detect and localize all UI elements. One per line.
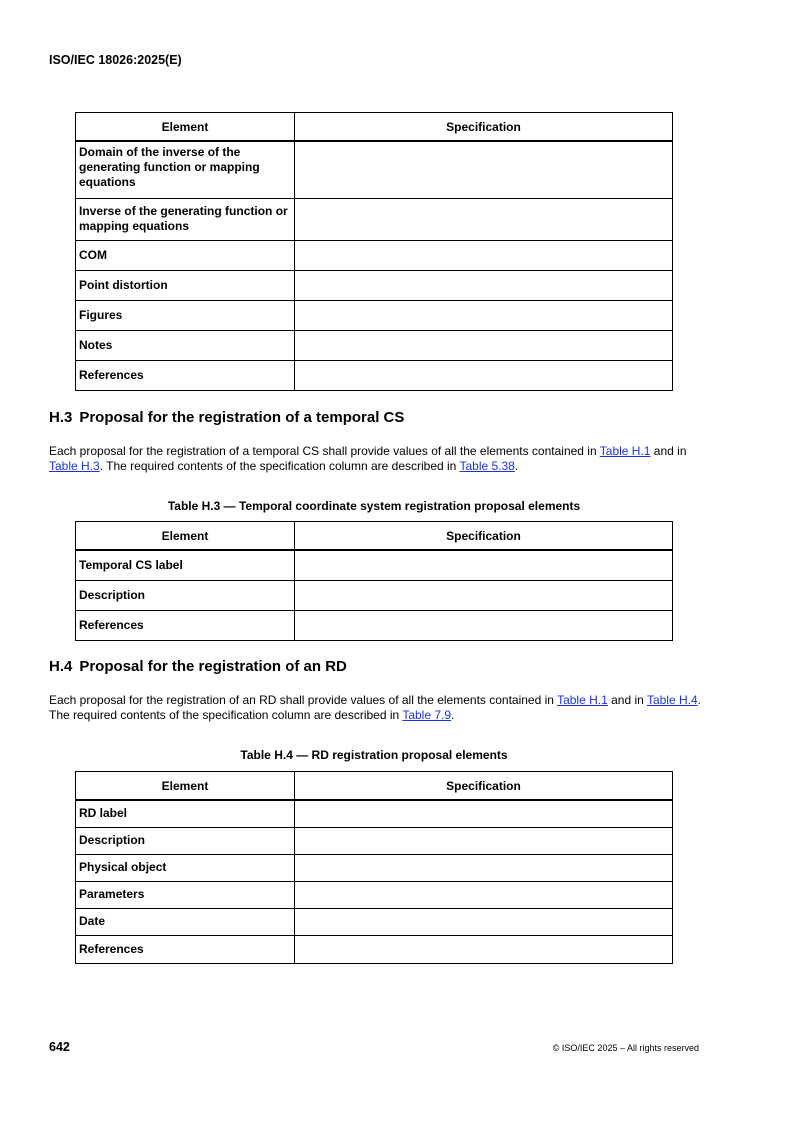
specification-cell [295, 240, 673, 270]
specification-cell [295, 881, 673, 908]
element-cell: Description [76, 827, 295, 854]
link-table-h1[interactable]: Table H.1 [557, 693, 608, 707]
table-row [76, 800, 673, 827]
link-table-7-9[interactable]: Table 7.9 [402, 708, 452, 722]
copyright-notice: © ISO/IEC 2025 – All rights reserved [552, 1043, 699, 1053]
registration-elements-table-continued [75, 112, 673, 391]
table-caption-h3: Table H.3 — Temporal coordinate system registration proposal elements [167, 499, 581, 513]
specification-cell [295, 935, 673, 963]
paragraph-text: . [514, 459, 519, 473]
specification-cell [295, 360, 673, 390]
element-cell: Inverse of the generating function or mapping equations [76, 198, 295, 240]
element-cell: Figures [76, 300, 295, 330]
specification-cell [295, 610, 673, 640]
element-cell: Temporal CS label [76, 550, 295, 580]
element-cell: Domain of the inverse of the generating function or mapping equations [76, 141, 295, 198]
specification-cell [295, 198, 673, 240]
section-number: H.4 [49, 658, 73, 675]
element-cell: COM [76, 240, 295, 270]
specification-cell [295, 827, 673, 854]
paragraph-text: and in [650, 444, 687, 458]
specification-cell [295, 908, 673, 935]
paragraph-text: Each proposal for the registration of a temporal CS shall provide values of all the elements contained in [49, 444, 600, 458]
link-table-h3[interactable]: Table H.3 [49, 459, 100, 473]
table-header-row [76, 772, 673, 801]
column-header-element: Element [76, 522, 295, 551]
section-number: H.3 [49, 409, 73, 426]
document-header: ISO/IEC 18026:2025(E) [49, 53, 182, 67]
table-row [76, 198, 673, 240]
section-h3-paragraph [49, 444, 704, 474]
rd-registration-table [75, 771, 673, 964]
specification-cell [295, 800, 673, 827]
table-header-row [76, 113, 673, 142]
element-cell: References [76, 360, 295, 390]
table-row [76, 330, 673, 360]
temporal-cs-table [75, 521, 673, 641]
column-header-element: Element [76, 113, 295, 142]
column-header-element: Element [76, 772, 295, 801]
specification-cell [295, 580, 673, 610]
section-heading-h4 [49, 658, 347, 675]
table-row [76, 360, 673, 390]
element-cell: Point distortion [76, 270, 295, 300]
element-cell: References [76, 935, 295, 963]
table-caption-h4: Table H.4 — RD registration proposal elements [240, 748, 508, 762]
link-table-h1[interactable]: Table H.1 [599, 444, 651, 458]
table-row [76, 550, 673, 580]
paragraph-text: Each proposal for the registration of an RD shall provide values of all the elements contained in [49, 693, 558, 707]
paragraph-text: . The required contents of the specification column are described in [99, 459, 460, 473]
page-number: 642 [49, 1040, 70, 1054]
link-table-h4[interactable]: Table H.4 [646, 693, 698, 707]
table-row [76, 854, 673, 881]
specification-cell [295, 550, 673, 580]
element-cell: Physical object [76, 854, 295, 881]
table-row [76, 141, 673, 198]
element-cell: Date [76, 908, 295, 935]
element-cell: Notes [76, 330, 295, 360]
paragraph-text: . The required contents of the specification column are described in [49, 693, 701, 722]
specification-cell [295, 330, 673, 360]
table-header-row [76, 522, 673, 551]
element-cell: Description [76, 580, 295, 610]
element-cell: Parameters [76, 881, 295, 908]
element-cell: References [76, 610, 295, 640]
paragraph-text: and in [607, 693, 647, 707]
table-row [76, 240, 673, 270]
link-table-5-38[interactable]: Table 5.38 [459, 459, 515, 473]
section-title: Proposal for the registration of an RD [79, 658, 347, 675]
section-h4-paragraph [49, 693, 704, 723]
specification-cell [295, 300, 673, 330]
column-header-specification: Specification [295, 522, 673, 551]
table-row [76, 827, 673, 854]
element-cell: RD label [76, 800, 295, 827]
section-heading-h3 [49, 409, 404, 426]
table-row [76, 908, 673, 935]
table-row [76, 580, 673, 610]
column-header-specification: Specification [295, 772, 673, 801]
table-row [76, 935, 673, 963]
specification-cell [295, 270, 673, 300]
specification-cell [295, 854, 673, 881]
specification-cell [295, 141, 673, 198]
paragraph-text: . [451, 708, 455, 722]
table-row [76, 270, 673, 300]
table-row [76, 610, 673, 640]
table-row [76, 881, 673, 908]
column-header-specification: Specification [295, 113, 673, 142]
section-title: Proposal for the registration of a temporal CS [79, 409, 405, 426]
table-row [76, 300, 673, 330]
